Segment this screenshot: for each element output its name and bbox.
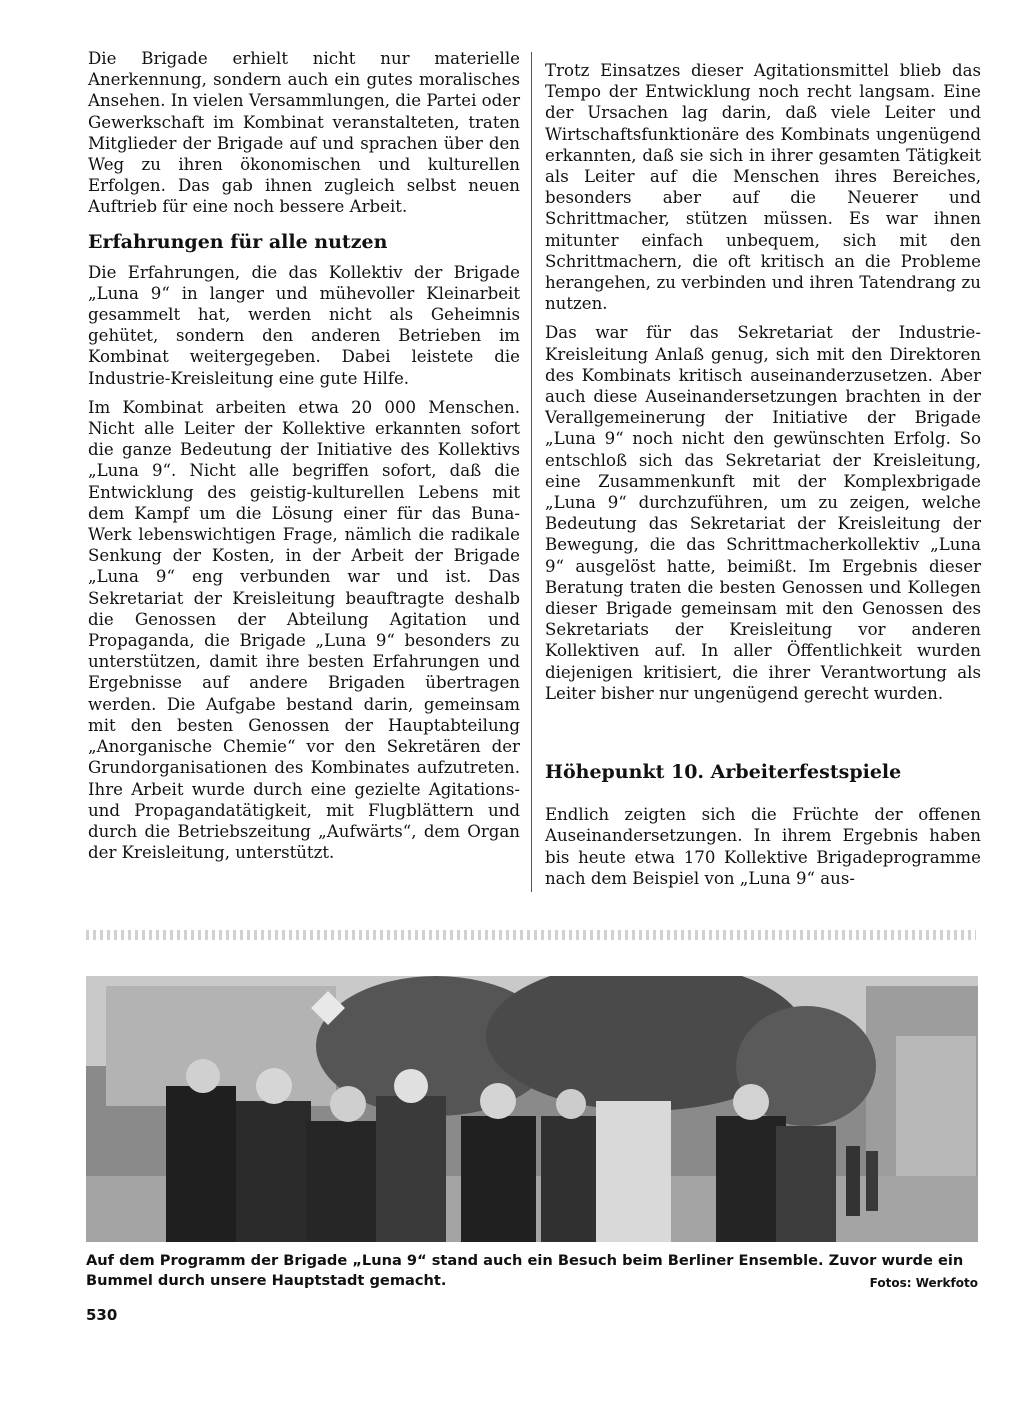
photo-caption: Auf dem Programm der Brigade „Luna 9“ stand auch ein Besuch beim Berliner Ensemble. Zuvor wurde ein Bummel durch unsere Hauptstadt gemacht. bbox=[86, 1252, 964, 1289]
right-paragraph-2: Das war für das Sekretariat der Industrie-Kreisleitung Anlaß genug, sich mit den Direktoren des Kombinats kritisch auseinanderzusetzen. Aber auch diese Auseinandersetzungen brachten in der Verallgemeinerung der Initiative der Brigade „Luna 9“ noch nicht den gewünschten Erfolg. So entschloß sich das Sekretariat der Kreisleitung, eine Zusammenkunft mit der Komplexbrigade „Luna 9“ durchzuführen, um zu zeigen, welche Bedeutung das Sekretariat der Kreisleitung der Bewegung, die das Schrittmacherkollektiv „Luna 9“ ausgelöst hatte, beimißt. Im Ergebnis dieser Beratung traten die besten Genossen und Kollegen dieser Brigade gemeinsam mit den Genossen des Sekretariats der Kreisleitung vor anderen Kollektiven auf. In aller Öffentlichkeit wurden diejenigen kritisiert, die ihrer Verantwortung als Leiter bisher nur ungenügend gerecht wurden. bbox=[545, 323, 981, 703]
left-paragraph-3: Im Kombinat arbeiten etwa 20 000 Menschen. Nicht alle Leiter der Kollektive erkannten sofort die ganze Bedeutung der Initiative des Kollektivs „Luna 9“. Nicht alle begriffen sofort, daß die Entwicklung des geistig-kulturellen Lebens mit dem Kampf um die Lösung einer für das Buna-Werk lebenswichtigen Frage, nämlich die radikale Senkung der Kosten, in der Arbeit der Brigade „Luna 9“ eng verbunden war und ist. Das Sekretariat der Kreisleitung beauftragte deshalb die Genossen der Abteilung Agitation und Propaganda, die Brigade „Luna 9“ besonders zu unterstützen, damit ihre besten Erfahrungen und Ergebnisse auf andere Brigaden übertragen werden. Die Aufgabe bestand darin, gemeinsam mit den besten Genossen der Hauptabteilung „Anorganische Chemie“ vor den Sekretären der Grundorganisationen des Kombinates aufzutreten. Ihre Arbeit wurde durch eine gezielte Agitations- und Propagandatätigkeit, mit Flugblättern und durch die Betriebszeitung „Aufwärts“, dem Organ der Kreisleitung, unterstützt. bbox=[88, 397, 520, 863]
left-paragraph-1: Die Brigade erhielt nicht nur materielle Anerkennung, sondern auch ein gutes moralisches Ansehen. In vielen Versammlungen, die Partei oder Gewerkschaft im Kombinat veranstalteten, traten Mitglieder der Brigade auf und sprachen über den Weg zu ihren ökonomischen und kulturellen Erfolgen. Das gab ihnen zugleich selbst neuen Auftrieb für eine noch bessere Arbeit. bbox=[88, 49, 521, 217]
left-column bbox=[88, 48, 520, 871]
page-number: 530 bbox=[86, 1306, 118, 1324]
left-paragraph-2: Die Erfahrungen, die das Kollektiv der Brigade „Luna 9“ in langer und mühevoller Kleinarbeit gesammelt hat, werden nicht als Geheimnis gehütet, sondern den anderen Betrieben im Kombinat weitergegeben. Dabei leistete die Industrie-Kreisleitung eine gute Hilfe. bbox=[88, 262, 520, 388]
photo-credit: Fotos: Werkfoto bbox=[869, 1276, 978, 1290]
right-paragraph-1: Trotz Einsatzes dieser Agitationsmittel blieb das Tempo der Entwicklung noch recht langsam. Eine der Ursachen lag darin, daß viele Leiter und Wirtschaftsfunktionäre des Kombinats ungenügend erkannten, daß sie sich in ihrer gesamten Tätigkeit als Leiter auf die Menschen ihres Bereiches, besonders aber auf die Neuerer und Schrittmacher, stützen müssen. Es war ihnen mitunter einfach unbequem, sich mit den Schrittmachern, die oft kritisch an die Probleme herangehen, zu verbinden und ihren Tatendrang zu nutzen. bbox=[545, 61, 981, 314]
column-divider bbox=[531, 52, 532, 892]
section-heading-erfahrungen: Erfahrungen für alle nutzen bbox=[88, 230, 388, 253]
photo-strip bbox=[86, 930, 976, 940]
right-column bbox=[545, 60, 981, 897]
group-photo bbox=[86, 976, 978, 1242]
section-heading-hoehepunkt: Höhepunkt 10. Arbeiterfestspiele bbox=[545, 761, 902, 784]
right-paragraph-3: Endlich zeigten sich die Früchte der offenen Auseinandersetzungen. In ihrem Ergebnis haben bis heute etwa 170 Kollektive Brigadeprogramme nach dem Beispiel von „Luna 9“ aus- bbox=[545, 805, 981, 888]
